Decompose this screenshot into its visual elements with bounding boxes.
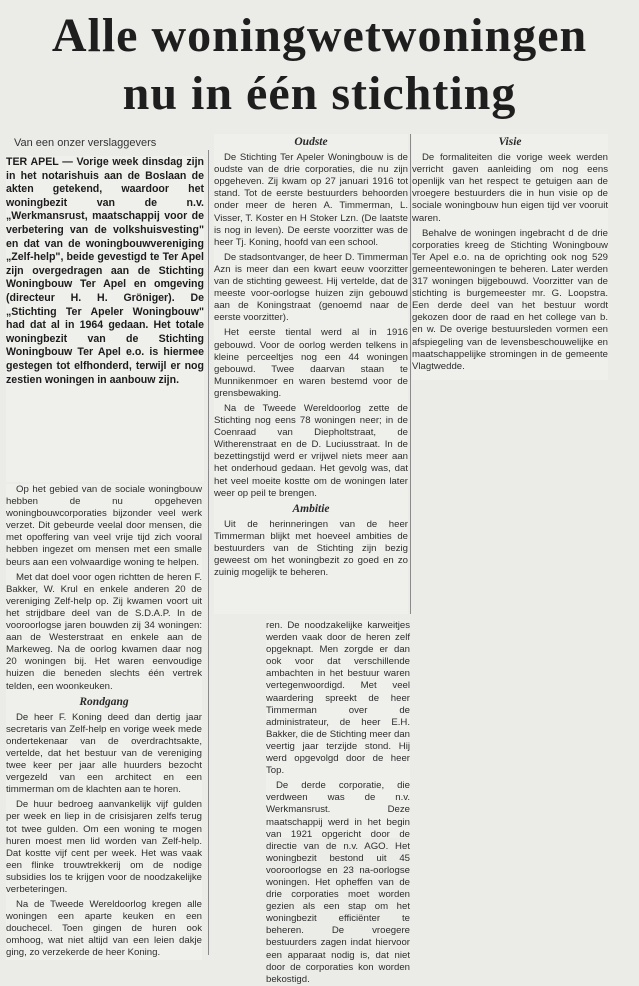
col2-paragraph: Na de Tweede Wereldoorlog zette de Stichting nog eens 78 woningen neer; in de Coenraad van Diepholtstraat, de Witherenstraat en de D. Luciusstraat. In de bezettingstijd werd er vrijwel niets meer aan het onderhoud gedaan. Het gevolg was, dat het veel moeite kostte om de woningen later weer op peil te brengen.: [214, 402, 408, 499]
subhead-rondgang: Rondgang: [79, 695, 129, 708]
subhead-visie: Visie: [498, 136, 522, 148]
col1-paragraph: Na de Tweede Wereldoorlog kregen alle woningen een aparte keuken en een douchecel. Toen gingen de huren ook omhoog, wat niet altijd van een leien dakje ging, zo verzekerde de heer Koning.: [6, 899, 202, 959]
col3-paragraph: De formaliteiten die vorige week werden verricht gaven aanleiding om nog eens openlijk van het respect te getuigen aan de vroegere bestuurders die in hun visie op de sociale woningbouw hun eigen tijd ver vooruit waren.: [412, 152, 608, 224]
headline-line-1: Alle woningwetwoningen: [51, 9, 588, 62]
column-2-lower: [266, 620, 410, 985]
col1-paragraph: Met dat doel voor ogen richtten de heren F. Bakker, W. Krul en enkele anderen 20 de vereniging Zelf-help op. Zij kwamen voort uit het strijdbare deel van de S.D.A.P. In de vooroorlogse jaren bouwden zij 34 woningen: aan de Westerstraat en enkele aan de Markeweg. Na de oorlog kwamen daar nog 20 woningen bij. Het waren eenvoudige huizen die beneden slechts één vertrek telden, een woonkeuken.: [6, 571, 202, 692]
byline: Van een onzer verslaggevers: [14, 137, 157, 149]
column-1: [6, 484, 202, 960]
col2-paragraph: De Stichting Ter Apeler Woningbouw is de oudste van de drie corporaties, die nu zijn opgeheven. Zij kwam op 27 januari 1916 tot stand. Tot de eerste bestuurders behoorden onder meer de heren A. Timmerman, L. Visser, T. Koster en H Stoker Lzn. (De laatste is nog in leven). De eerste voorzitter was de heer Tj. Koning, hoofd van een school.: [214, 152, 408, 248]
subhead-oudste: Oudste: [294, 136, 328, 148]
col2-paragraph: Het eerste tiental werd al in 1916 gebouwd. Voor de oorlog werden telkens in kleine perceeltjes nog een 44 woningen gebouwd. Twee daarvan staan te Munnikenmoer en waren bestemd voor de grensbewaking.: [214, 327, 408, 399]
lead-dateline: TER APEL —: [6, 156, 73, 168]
column-3: [412, 134, 608, 380]
col2-paragraph: De derde corporatie, die verdween was de n.v. Werkmansrust. Deze maatschappij werd in het begin van 1921 opgericht door de directie van de n.v. AGO. Het woningbezit bestond uit 45 vooroorlogse en 23 na-oorlogse woningen. Het opheffen van de drie corporaties moet worden gezien als een stap om het woningbezit efficiënter te beheren. De vroegere bestuurders zagen indat hiervoor een apparaat nodig is, dat niet door de corporaties kon worden bekostigd.: [266, 780, 410, 985]
subhead-ambitie: Ambitie: [292, 502, 330, 515]
col2-paragraph: ren. De noodzakelijke karweitjes werden vaak door de heren zelf opgeknapt. Men zorgde er dan ook voor dat verschillende ambachten in het bestuur waren vertegenwoordigd. Met veel waardering spreekt de heer Timmerman over de administrateur, de heer E.H. Bakker, die de Stichting meer dan veertig jaar terzijde stond. Hij werd opgevolgd door de heer Top.: [266, 620, 410, 777]
column-2-upper: [214, 134, 408, 614]
column-divider: [208, 150, 209, 955]
col1-paragraph: De heer F. Koning deed dan dertig jaar secretaris van Zelf-help en vorige week mede ondertekenaar van de overdrachtsakte, vertelde, dat het bestuur van de vereniging twee keer per jaar alle huurders bezocht vergezeld van een architect en een timmerman om de klachten aan te horen.: [6, 711, 202, 796]
col3-paragraph: Behalve de woningen ingebracht d de drie corporaties kreeg de Stichting Woningbouw Ter Apel e.o. na de oprichting ook nog 529 gemeentewoningen te beheren. Later werden 317 woningen bijgebouwd. Voorzitter van de stichting is burgemeester mr. G. Loopstra. Een derde deel van het bestuur wordt gekozen door de raad en het college van b. en w. De overige bestuursleden vormen een afspiegeling van de levensbeschouwelijke en maatschappelijke stromingen in de gemeente Vlagtwedde.: [412, 227, 608, 372]
col1-paragraph: Op het gebied van de sociale woningbouw hebben de nu opgeheven woningbouwcorporaties bijzonder veel werk verzet. Dit gebeurde veelal door mensen, die met opoffering van veel vrije tijd zich vooral hebben ingezet om mensen met een smalle beurs aan een volwaardige woning te helpen.: [6, 484, 202, 568]
column-divider: [410, 134, 411, 614]
lead-text: Vorige week dinsdag zijn in het notarishuis aan de Boslaan de akten getekend, waardoor het woningbezit van de n.v. „Werkmansrust, maatschappij voor de verbetering van de volkshuisvesting" en dat van de woningbouwvereniging „Zelf-help", beide gevestigd te Ter Apel zijn overgedragen aan de Stichting Woningbouw Ter Apel en omgeving (directeur H. H. Gröniger). De „Stichting Ter Apeler Woningbouw" had dat al in 1964 gedaan. Het totale woningbezit van de Stichting Woningbouw Ter Apel e.o. is hiermee gestegen tot elfhonderd, terwijl er nog zestien woningen in aanbouw zijn.: [6, 156, 204, 386]
col2-paragraph: Uit de herinneringen van de heer Timmerman blijkt met hoeveel ambities de bestuurders van de Stichting zijn bezig geweest om het woningbezit zo goed en zo zuinig mogelijk te beheren.: [214, 518, 408, 579]
headline-line-2: nu in één stichting: [122, 67, 517, 120]
lead-paragraph: [6, 156, 204, 482]
col1-paragraph: De huur bedroeg aanvankelijk vijf gulden per week en liep in de crisisjaren zelfs terug tot twee gulden. Om een woning te mogen huren moest men lid worden van Zelf-help. Dat kostte vijf cent per week. Het was vaak een flinke trouwtrekkerij om de nodige subsidies los te krijgen voor de noodzakelijke verbeteringen.: [6, 799, 202, 895]
col2-paragraph: De stadsontvanger, de heer D. Timmerman Azn is meer dan een kwart eeuw voorzitter van de stichting geweest. Hij vertelde, dat de meeste voor-oorlogse huizen zijn gebouwd aan de Koningstraat (genoemd naar de eerste voorzitter).: [214, 251, 408, 324]
